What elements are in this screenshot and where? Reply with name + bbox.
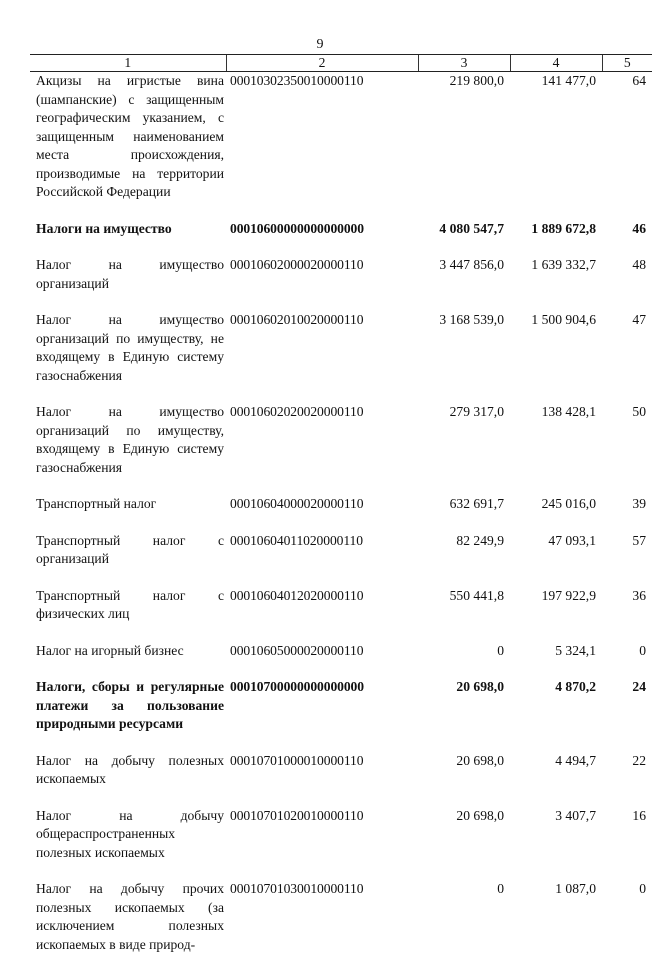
row-col3: 3 447 856,0 — [439, 257, 504, 272]
column-header-3: 3 — [418, 55, 510, 72]
row-name: Налог на добычу полезных ископаемых — [36, 752, 224, 786]
row-spacer — [30, 734, 652, 752]
row-col4: 1 087,0 — [555, 881, 596, 896]
row-spacer — [30, 477, 652, 495]
table-header-row — [30, 55, 652, 72]
row-spacer — [30, 238, 652, 256]
row-spacer — [30, 514, 652, 532]
table-row — [30, 642, 652, 661]
row-spacer — [30, 569, 652, 587]
row-col4: 141 477,0 — [541, 73, 596, 88]
column-header-5: 5 — [602, 55, 652, 72]
row-code: 00010604011020000110 — [230, 532, 363, 548]
row-col3: 20 698,0 — [456, 807, 504, 823]
row-col3: 20 698,0 — [456, 679, 504, 694]
row-col4: 138 428,1 — [541, 404, 596, 419]
row-spacer — [30, 789, 652, 807]
row-col5: 48 — [632, 257, 646, 272]
row-col4: 4 870,2 — [555, 679, 596, 694]
row-col3: 20 698,0 — [456, 752, 504, 768]
row-code: 00010602010020000110 — [230, 312, 364, 327]
table-row — [30, 532, 652, 569]
row-code: 00010302350010000110 — [230, 73, 364, 88]
budget-table-container — [30, 54, 646, 954]
row-name: Транспортный налог — [36, 496, 157, 511]
row-spacer — [30, 660, 652, 678]
table-row — [30, 220, 652, 239]
row-col3: 219 800,0 — [449, 73, 504, 88]
row-col4: 1 889 672,8 — [531, 220, 596, 236]
row-name: Налог на имущество организаций по имуществу, не входящему в Единую систему газоснабжения — [36, 312, 224, 383]
row-col4: 197 922,9 — [541, 587, 596, 603]
row-name: Налог на добычу общераспространенных полезных ископаемых — [36, 807, 224, 860]
row-name: Налог на добычу прочих полезных ископаемых (за исключением полезных ископаемых в виде природ- — [36, 881, 224, 952]
row-code: 00010700000000000000 — [230, 679, 364, 694]
row-col5: 24 — [632, 679, 646, 694]
row-col4: 1 500 904,6 — [531, 312, 596, 327]
table-row — [30, 403, 652, 477]
row-col5: 0 — [639, 881, 646, 896]
page-number: 9 — [316, 37, 324, 52]
row-col3: 279 317,0 — [449, 404, 504, 419]
row-code: 00010600000000000000 — [230, 220, 364, 236]
row-name: Транспортный налог с организаций — [36, 532, 224, 566]
row-code: 00010701030010000110 — [230, 881, 364, 896]
row-code: 00010701020010000110 — [230, 807, 364, 823]
row-name: Налоги, сборы и регулярные платежи за пользование природными ресурсами — [36, 679, 224, 731]
row-spacer — [30, 624, 652, 642]
row-col4: 4 494,7 — [555, 752, 596, 768]
row-name: Транспортный налог с физических лиц — [36, 587, 224, 621]
row-code: 00010605000020000110 — [230, 642, 364, 658]
table-row — [30, 256, 652, 293]
table-row — [30, 807, 652, 863]
row-col5: 47 — [632, 312, 646, 327]
row-col4: 3 407,7 — [555, 807, 596, 823]
row-code: 00010602000020000110 — [230, 257, 364, 272]
row-name: Акцизы на игристые вина (шампанские) с защищенным географическим указанием, с защищенным наименованием места происхождения, производимые на территории Российской Федерации — [36, 73, 224, 199]
row-name: Налог на имущество организаций по имуществу, входящему в Единую систему газоснабжения — [36, 404, 224, 475]
table-row — [30, 311, 652, 385]
row-col5: 64 — [632, 73, 646, 88]
row-col5: 36 — [632, 587, 646, 603]
row-spacer — [30, 202, 652, 220]
row-spacer — [30, 293, 652, 311]
row-col5: 39 — [632, 496, 646, 511]
row-name: Налог на игорный бизнес — [36, 642, 184, 658]
table-row — [30, 587, 652, 624]
table-row — [30, 495, 652, 514]
row-col4: 47 093,1 — [548, 532, 596, 548]
row-col5: 0 — [639, 642, 646, 658]
table-row — [30, 678, 652, 734]
row-col3: 4 080 547,7 — [439, 220, 504, 236]
row-col3: 0 — [497, 642, 504, 658]
row-code: 00010602020020000110 — [230, 404, 364, 419]
row-code: 00010604000020000110 — [230, 496, 364, 511]
row-col3: 82 249,9 — [456, 532, 504, 548]
column-header-4: 4 — [510, 55, 602, 72]
row-col3: 3 168 539,0 — [439, 312, 504, 327]
column-header-1: 1 — [30, 55, 226, 72]
row-col3: 550 441,8 — [449, 587, 504, 603]
row-col3: 632 691,7 — [449, 496, 504, 511]
row-name: Налоги на имущество — [36, 220, 172, 236]
row-col5: 57 — [632, 532, 646, 548]
table-row — [30, 72, 652, 202]
row-spacer — [30, 862, 652, 880]
row-name: Налог на имущество организаций — [36, 257, 224, 291]
row-code: 00010701000010000110 — [230, 752, 364, 768]
row-col4: 245 016,0 — [541, 496, 596, 511]
row-col5: 22 — [632, 752, 646, 768]
table-row — [30, 752, 652, 789]
row-col5: 50 — [632, 404, 646, 419]
table-row — [30, 880, 652, 954]
column-header-2: 2 — [226, 55, 418, 72]
row-col4: 1 639 332,7 — [531, 257, 596, 272]
budget-table — [30, 54, 652, 954]
row-col5: 16 — [632, 807, 646, 823]
row-spacer — [30, 385, 652, 403]
row-col4: 5 324,1 — [555, 642, 596, 658]
row-col5: 46 — [632, 220, 646, 236]
row-col3: 0 — [497, 881, 504, 896]
row-code: 00010604012020000110 — [230, 587, 364, 603]
